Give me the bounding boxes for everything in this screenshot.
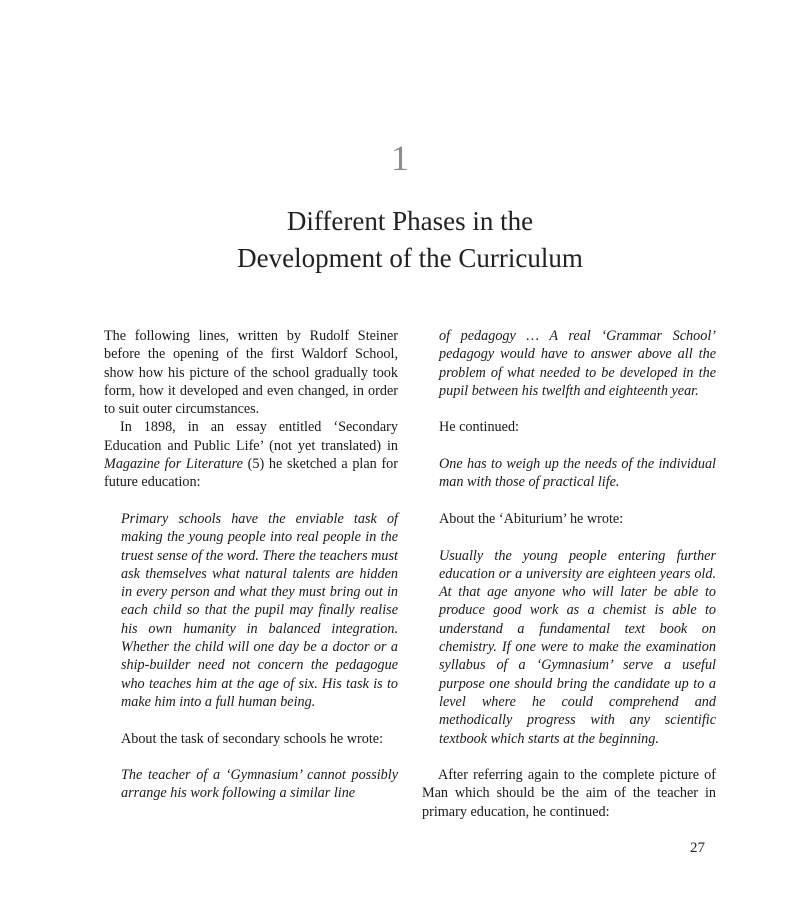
paragraph-intro: The following lines, written by Rudolf Steiner before the opening of the first Waldorf School, show how his picture of the school gradually took form, how it developed and even changed, in order to suit outer circumstances.: [104, 328, 398, 418]
intro-abiturium: About the ‘Abiturium’ he wrote:: [439, 510, 624, 527]
quote-practical-life: One has to weigh up the needs of the individual man with those of practical life.: [439, 456, 716, 491]
chapter-title: [0, 203, 800, 277]
intro-secondary-schools: About the task of secondary schools he wrote:: [121, 730, 384, 747]
paragraph-final: After referring again to the complete picture of Man which should be the aim of the teacher in primary education, he continued:: [422, 767, 716, 820]
paragraph-essay: [104, 418, 398, 491]
quote-gymnasium: The teacher of a ‘Gymnasium’ cannot possibly arrange his work following a similar line: [121, 767, 398, 802]
chapter-title-line-1: Different Phases in the: [286, 206, 534, 236]
quote-abiturium: Usually the young people entering further education or a university are eighteen years old. At that age anyone who will later be able to produce good work as a chemist is able to understand a fundamental text book on chemistry. If one were to make the examination syllabus of a ‘Gymnasium’ serve a useful purpose one should bring the candidate up to a level where he could comprehend and methodically progress with any scientific textbook which starts at the beginning.: [439, 547, 716, 747]
right-column: [422, 327, 716, 821]
paragraph-essay-end: (5) he sketched a plan for future education:: [104, 456, 398, 491]
quote-primary-schools: Primary schools have the enviable task of making the young people into real people in the truest sense of the word. There the teachers must ask themselves what natural talents are hidden in every person and what they must bring out in each child so that the pupil may finally realise his own humanity in balanced integration. Whether the child will one day be a doctor or a ship-builder need not concern the pedagogue who teaches him at the age of six. His task is to make him into a full human being.: [121, 510, 398, 710]
intro-continued: He continued:: [439, 419, 519, 436]
left-column: [104, 327, 398, 803]
magazine-title: Magazine for Literature: [104, 456, 243, 473]
quote-gymnasium-continued: of pedagogy … A real ‘Grammar School’ pedagogy would have to answer above all the problem of what needed to be developed in the pupil between his twelfth and eighteenth year.: [439, 328, 716, 399]
chapter-title-line-2: Development of the Curriculum: [237, 243, 583, 273]
chapter-number: 1: [391, 138, 409, 178]
paragraph-essay-start: In 1898, in an essay entitled ‘Secondary Education and Public Life’ (not yet translated) in: [104, 419, 398, 454]
page-number: 27: [690, 840, 705, 856]
